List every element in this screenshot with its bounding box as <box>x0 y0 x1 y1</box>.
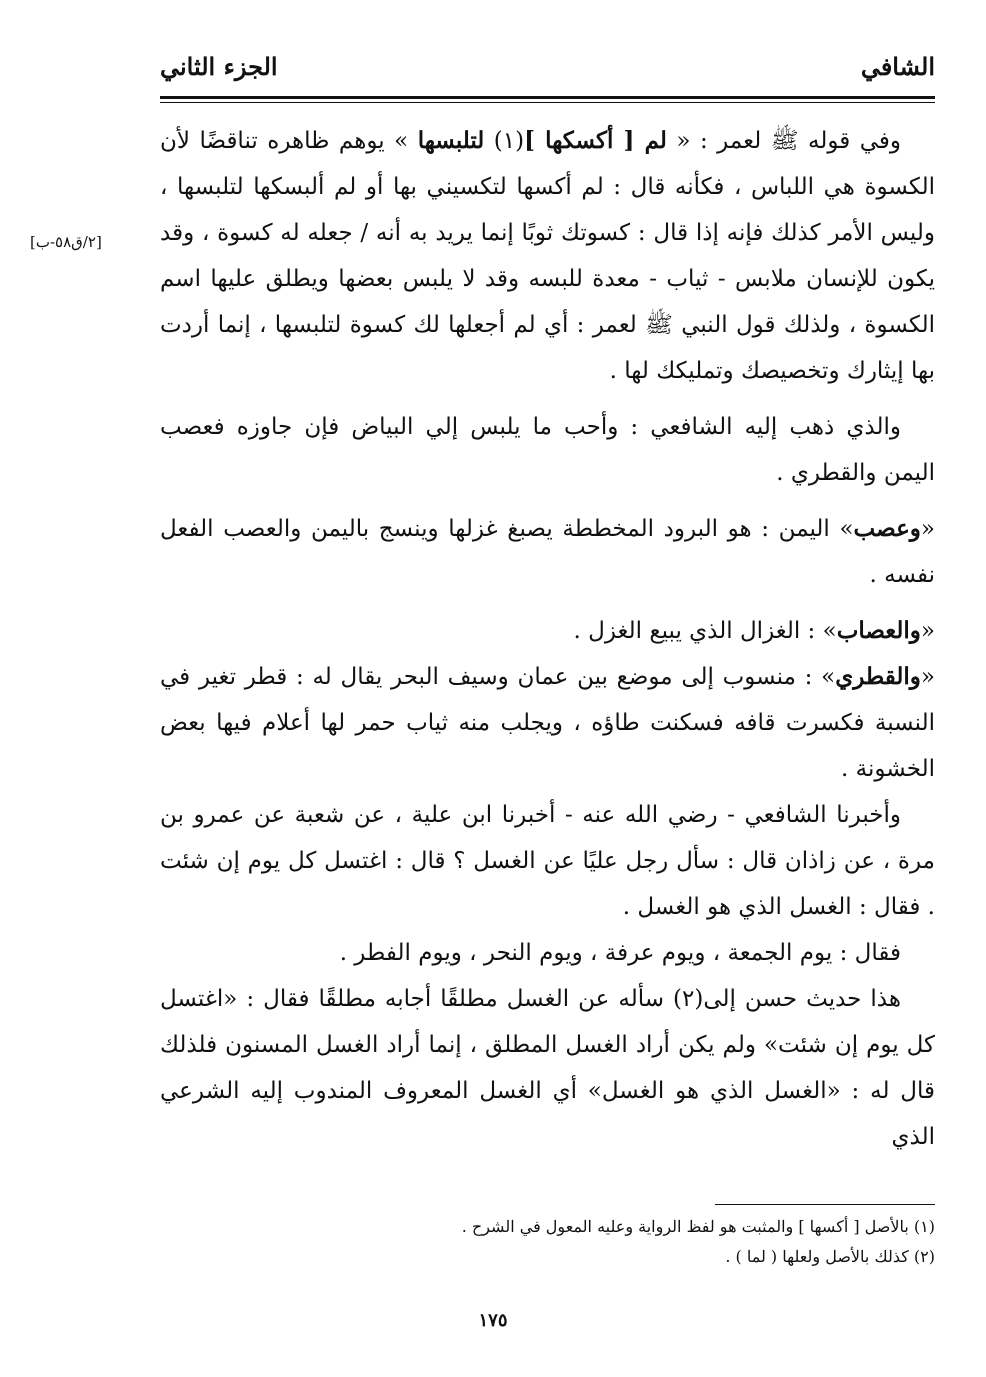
paragraph <box>160 404 935 496</box>
bold-term: لتلبسها <box>417 127 485 154</box>
bold-term: لم [ أكسكها ] <box>524 127 667 154</box>
text-run: هذا حديث حسن إلى <box>703 986 901 1012</box>
footnote-1: (١) بالأصل [ أكسها ] والمثبت هو لفظ الرواية وعليه المعول في الشرح . <box>461 1217 935 1236</box>
text-run: » : منسوب إلى موضع بين عمان وسيف البحر يقال له : قطر تغير في النسبة فكسرت قافه فسكنت طاؤه ، ويجلب منه ثياب حمر لها أعلام فيها بعض الخشونة . <box>160 664 935 782</box>
page-number: ١٧٥ <box>478 1310 508 1331</box>
paragraph <box>160 792 935 930</box>
running-header <box>160 52 935 92</box>
text-run: (٢) <box>672 986 704 1012</box>
paragraph <box>160 930 935 976</box>
text-run: فقال : يوم الجمعة ، ويوم عرفة ، ويوم النحر ، ويوم الفطر . <box>339 940 901 966</box>
text-run: » اليمن : هو البرود المخططة يصبغ غزلها وينسج باليمن والعصب الفعل نفسه . <box>160 516 935 588</box>
body-text <box>160 118 935 1160</box>
text-run: والذي ذهب إليه الشافعي : وأحب ما يلبس إلي البياض فإن جاوزه فعصب اليمن والقطري . <box>160 414 935 486</box>
bold-term: والعصاب <box>836 617 921 644</box>
paragraph <box>160 118 935 394</box>
paragraph <box>160 976 935 1160</box>
footnotes <box>160 1212 935 1272</box>
text-run: « <box>920 664 935 690</box>
text-run: سأله عن الغسل مطلقًا أجابه مطلقًا فقال : «اغتسل كل يوم إن شئت» ولم يكن أراد الغسل المطلق ، إنما أراد الغسل المسنون فلذلك قال له : «الغسل الذي هو الغسل» أي الغسل المعروف المندوب إليه الشرعي الذي <box>160 986 935 1150</box>
text-run: (١) <box>484 128 525 154</box>
text-run: » يوهم ظاهره تناقضًا لأن الكسوة هي اللباس ، فكأنه قال : لم أكسها لتكسيني بها أو لم ألبسكها لتلبسها ، وليس الأمر كذلك فإنه إذا قال : كسوتك ثوبًا إنما يريد به أنه / جعله له كسوة ، وقد يكون للإنسان ملابس - ثياب - معدة للبسه وقد لا يلبس بعضها ويطلق عليها اسم الكسوة ، ولذلك قول النبي ﷺ لعمر : أي لم أجعلها لك كسوة لتلبسها ، إنما أردت بها إيثارك وتخصيصك وتمليكك لها . <box>160 128 935 384</box>
footnote-2: (٢) كذلك بالأصل ولعلها ( لما ) . <box>725 1247 935 1266</box>
header-rule-thick <box>160 96 935 99</box>
header-rule-thin <box>160 102 935 103</box>
text-run: وفي قوله ﷺ لعمر : « <box>666 128 901 154</box>
bold-term: والقطري <box>835 663 921 690</box>
paragraph <box>160 654 935 792</box>
text-run: وأخبرنا الشافعي - رضي الله عنه - أخبرنا ابن علية ، عن شعبة عن عمرو بن مرة ، عن زاذان قال : سأل رجل عليًا عن الغسل ؟ قال : اغتسل كل يوم إن شئت . فقال : الغسل الذي هو الغسل . <box>160 802 935 920</box>
text-run: « <box>920 516 935 542</box>
part-title: الجزء الثاني <box>160 52 278 81</box>
paragraph <box>160 506 935 598</box>
book-title: الشافي <box>860 52 935 81</box>
text-run: » : الغزال الذي يبيع الغزل . <box>573 618 837 644</box>
paragraph <box>160 608 935 654</box>
bold-term: وعصب <box>853 515 921 542</box>
footnote-separator <box>715 1204 935 1205</box>
text-run: « <box>920 618 935 644</box>
manuscript-folio-note: [٢/ق٥٨-ب] <box>30 233 102 251</box>
